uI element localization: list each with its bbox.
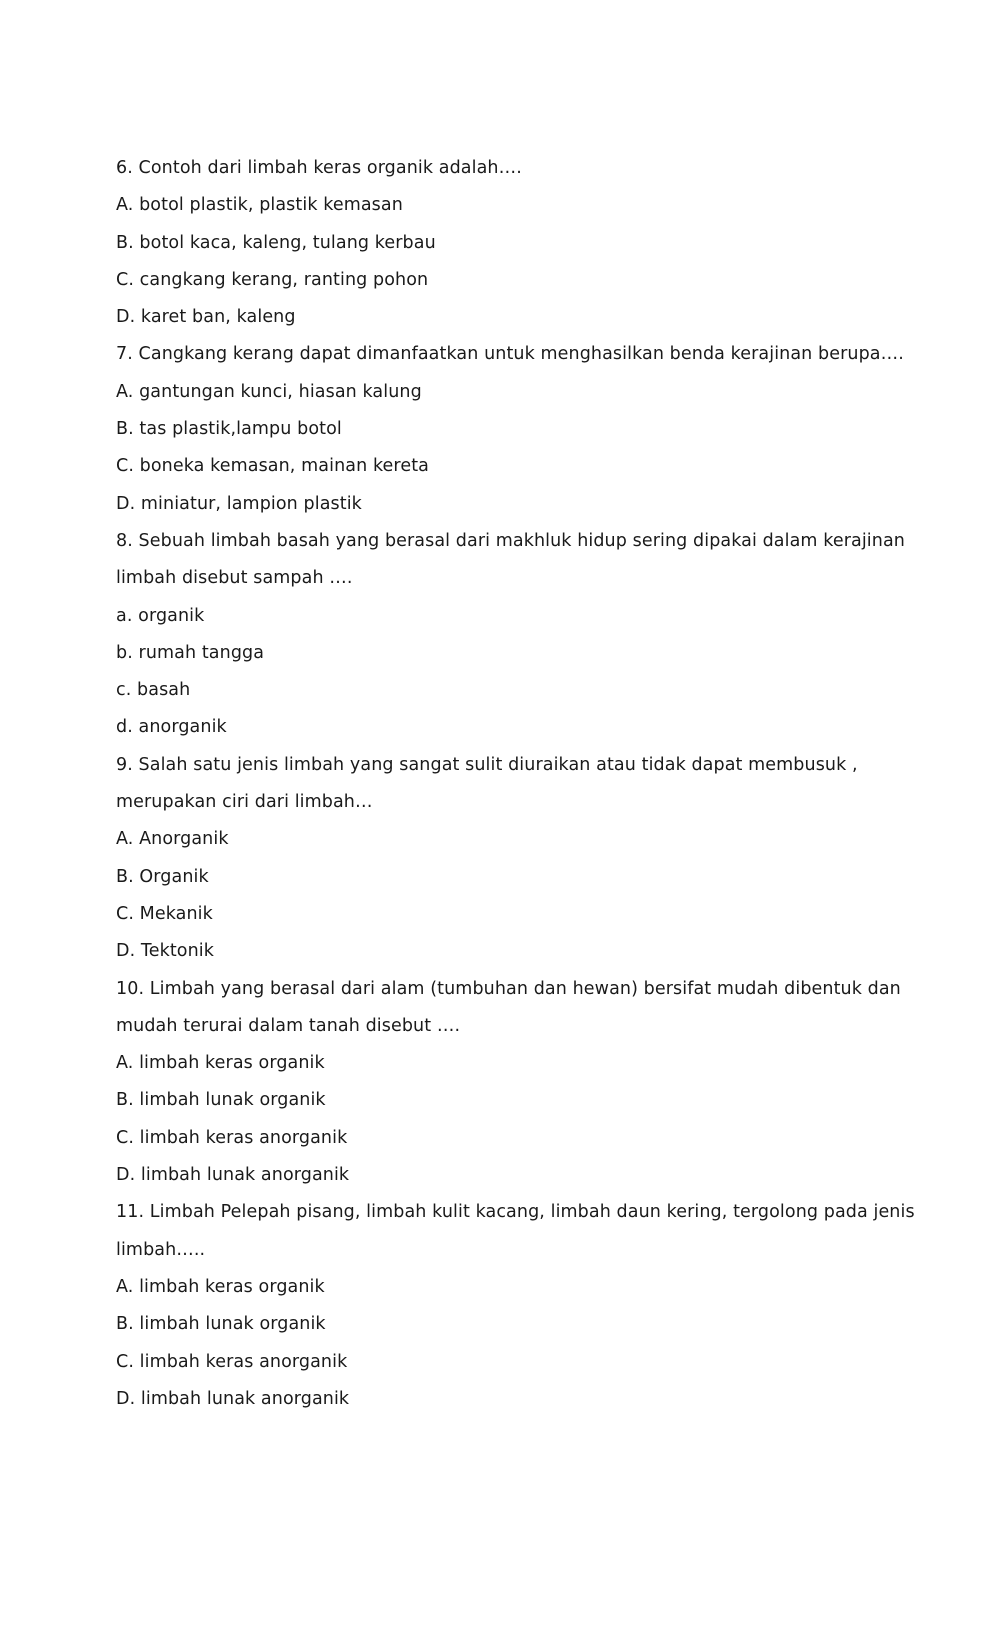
option-c: C. limbah keras anorganik [116,1351,348,1372]
question-7 [116,336,904,522]
option-b: b. rumah tangga [116,642,265,663]
question-text: 9. Salah satu jenis limbah yang sangat sulit diuraikan atau tidak dapat membusuk , [116,754,858,775]
option-a: A. gantungan kunci, hiasan kalung [116,381,422,402]
question-6 [116,150,856,336]
question-text: 10. Limbah yang berasal dari alam (tumbuhan dan hewan) bersifat mudah dibentuk dan [116,978,901,999]
option-b: B. tas plastik,lampu botol [116,419,342,440]
question-11 [116,1194,915,1418]
question-text-continued: merupakan ciri dari limbah… [116,792,373,813]
question-text-continued: mudah terurai dalam tanah disebut …. [116,1015,461,1036]
question-text: 7. Cangkang kerang dapat dimanfaatkan untuk menghasilkan benda kerajinan berupa…. [116,344,904,365]
question-text-continued: limbah….. [116,1239,206,1260]
question-text: 6. Contoh dari limbah keras organik adalah…. [116,158,522,178]
question-text: 11. Limbah Pelepah pisang, limbah kulit kacang, limbah daun kering, tergolong pada jenis [116,1202,915,1223]
option-d: D. limbah lunak anorganik [116,1165,350,1186]
option-c: C. boneka kemasan, mainan kereta [116,456,429,477]
option-a: A. limbah keras organik [116,1276,325,1297]
option-a: A. botol plastik, plastik kemasan [116,195,403,216]
option-d: D. miniatur, lampion plastik [116,493,362,514]
question-text: 8. Sebuah limbah basah yang berasal dari makhluk hidup sering dipakai dalam kerajinan [116,530,905,551]
question-10 [116,971,901,1195]
question-list [116,150,915,1418]
option-d: D. karet ban, kaleng [116,307,296,328]
option-a: A. Anorganik [116,829,229,850]
option-c: c. basah [116,680,191,701]
option-b: B. limbah lunak organik [116,1314,326,1335]
question-8 [116,523,905,747]
option-c: C. limbah keras anorganik [116,1127,348,1148]
option-c: C. Mekanik [116,903,213,924]
question-text-continued: limbah disebut sampah …. [116,568,353,589]
question-9 [116,747,856,971]
option-b: B. Organik [116,866,209,887]
option-b: B. limbah lunak organik [116,1090,326,1111]
option-c: C. cangkang kerang, ranting pohon [116,269,429,290]
option-a: a. organik [116,605,205,626]
option-d: d. anorganik [116,717,227,738]
option-d: D. limbah lunak anorganik [116,1388,350,1409]
option-a: A. limbah keras organik [116,1053,325,1074]
option-d: D. Tektonik [116,941,214,962]
option-b: B. botol kaca, kaleng, tulang kerbau [116,232,436,253]
